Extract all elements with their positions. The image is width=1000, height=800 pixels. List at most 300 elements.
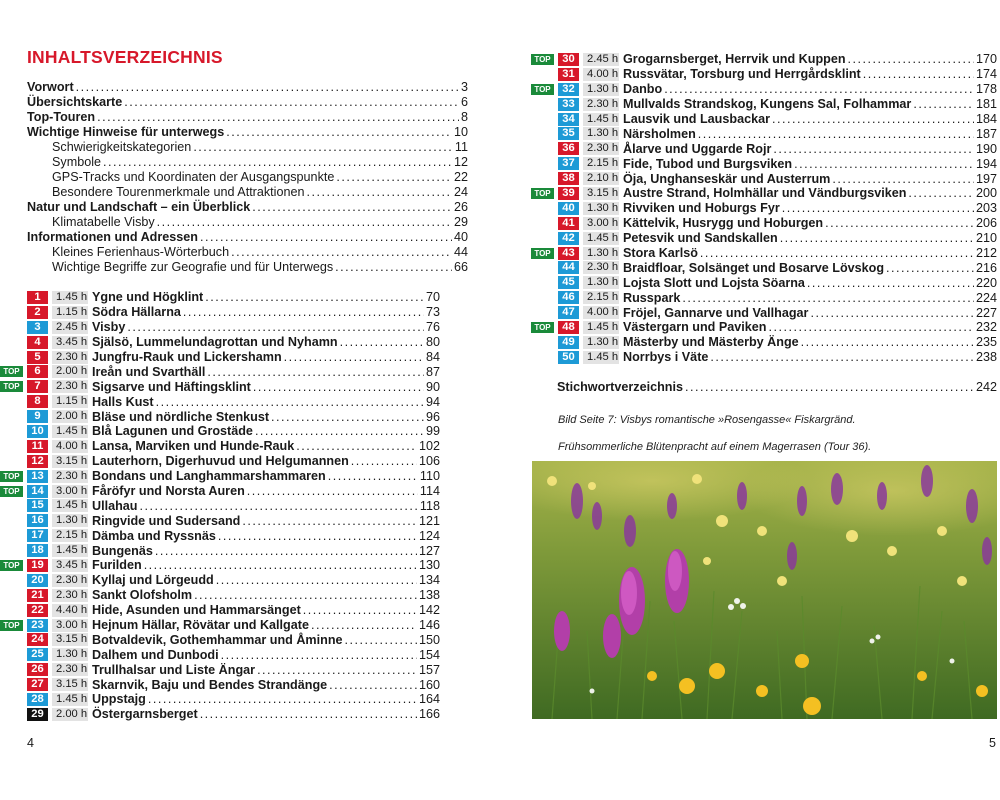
leader-dots	[772, 112, 974, 126]
top-badge-placeholder	[0, 322, 23, 333]
tour-duration: 1.30 h	[52, 648, 88, 661]
leader-dots	[140, 499, 418, 513]
tour-entry[interactable]	[531, 52, 997, 67]
tour-page: 94	[425, 394, 440, 409]
tour-name: Öja, Unghanseskär und Austerrum	[623, 171, 831, 186]
toc-entry-page: 11	[454, 140, 468, 154]
top-badge-placeholder	[0, 456, 23, 467]
leader-dots	[157, 215, 452, 230]
tour-page: 220	[975, 275, 997, 290]
toc-entry[interactable]	[27, 155, 468, 170]
tour-page: 235	[975, 335, 997, 350]
tour-name: Petesvik und Sandskallen	[623, 231, 778, 246]
leader-dots	[336, 170, 452, 185]
tour-number-badge: 9	[27, 410, 48, 423]
tour-entry[interactable]	[0, 379, 440, 394]
top-tour-badge: TOP	[531, 54, 554, 65]
tour-duration: 1.45 h	[52, 291, 88, 304]
toc-entry-page: 8	[460, 110, 468, 124]
tour-name: Norrbys i Väte	[623, 350, 709, 365]
leader-dots	[207, 365, 424, 379]
tour-number-badge: 31	[558, 68, 579, 81]
toc-entry-page: 6	[460, 95, 468, 109]
tour-number-badge: 8	[27, 395, 48, 408]
toc-entry[interactable]	[27, 230, 468, 245]
tour-name: Fröjel, Gannarve und Vallhagar	[623, 305, 809, 320]
tour-entry[interactable]	[0, 677, 440, 692]
tour-page: 194	[975, 156, 997, 171]
top-badge-placeholder	[531, 69, 554, 80]
tour-page: 110	[419, 469, 440, 484]
tour-page: 96	[425, 409, 440, 424]
toc-entry-page: 24	[453, 185, 468, 199]
meadow-photo-illustration	[532, 461, 997, 719]
toc-entry-label: Informationen und Adressen	[27, 230, 198, 244]
tour-page: 154	[418, 647, 440, 662]
tour-number-badge: 38	[558, 172, 579, 185]
tour-entry[interactable]	[531, 275, 997, 290]
tour-name: Själsö, Lummelundagrottan und Nyhamn	[92, 335, 338, 350]
toc-entry-page: 3	[460, 80, 468, 94]
index-entry-page: 242	[975, 380, 997, 394]
leader-dots	[200, 230, 452, 245]
top-tour-badge: TOP	[531, 188, 554, 199]
tour-entry[interactable]	[531, 231, 997, 246]
tour-number-badge: 20	[27, 574, 48, 587]
toc-entry[interactable]	[27, 110, 468, 125]
tour-entry[interactable]	[531, 141, 997, 156]
tour-duration: 2.30 h	[52, 380, 88, 393]
photo-caption-page7: Bild Seite 7: Visbys romantische »Rosengasse« Fiskargränd.	[558, 414, 856, 426]
photo-caption-meadow: Frühsommerliche Blütenpracht auf einem Magerrasen (Tour 36).	[558, 441, 872, 453]
tour-entry[interactable]	[0, 484, 440, 499]
leader-dots	[76, 80, 459, 95]
top-badge-placeholder	[0, 590, 23, 601]
tour-entry[interactable]	[0, 632, 440, 647]
tour-name: Uppstajg	[92, 692, 146, 707]
leader-dots	[124, 95, 459, 110]
tour-duration: 2.15 h	[583, 291, 619, 304]
tour-name: Botvaldevik, Gothemhammar und Åminne	[92, 632, 343, 647]
leader-dots	[832, 172, 974, 186]
tour-duration: 3.15 h	[52, 455, 88, 468]
tour-number-badge: 25	[27, 648, 48, 661]
tour-number-badge: 41	[558, 217, 579, 230]
page-number-left: 4	[27, 736, 34, 750]
tour-entry[interactable]	[531, 67, 997, 82]
tour-duration: 1.30 h	[583, 336, 619, 349]
top-tour-badge: TOP	[0, 471, 23, 482]
tour-duration: 2.30 h	[583, 142, 619, 155]
tour-name: Mästerby und Mästerby Änge	[623, 335, 799, 350]
tour-entry[interactable]	[0, 513, 440, 528]
top-badge-placeholder	[531, 262, 554, 273]
tour-entry[interactable]	[0, 498, 440, 513]
tour-entry[interactable]	[531, 82, 997, 97]
leader-dots	[773, 142, 974, 156]
leader-dots	[825, 216, 974, 230]
toc-entry-label: Besondere Tourenmerkmale und Attraktionen	[52, 185, 305, 199]
tour-number-badge: 44	[558, 261, 579, 274]
tour-duration: 3.15 h	[52, 633, 88, 646]
tour-entry[interactable]	[0, 692, 440, 707]
tour-duration: 2.10 h	[583, 172, 619, 185]
tour-duration: 3.00 h	[52, 485, 88, 498]
toc-entry[interactable]	[27, 260, 468, 275]
tour-page: 150	[418, 632, 440, 647]
tour-entry[interactable]	[0, 707, 440, 722]
tour-number-badge: 34	[558, 113, 579, 126]
tour-name: Rivviken und Hoburgs Fyr	[623, 201, 780, 216]
leader-dots	[303, 603, 417, 617]
tour-name: Visby	[92, 320, 126, 335]
leader-dots	[127, 320, 424, 334]
tour-duration: 2.30 h	[583, 98, 619, 111]
leader-dots	[782, 201, 974, 215]
top-tour-badge: TOP	[531, 84, 554, 95]
tour-page: 178	[975, 82, 997, 97]
toc-entry[interactable]	[27, 140, 468, 155]
tour-number-badge: 7	[27, 380, 48, 393]
tour-name: Mullvalds Strandskog, Kungens Sal, Folhammar	[623, 97, 912, 112]
tour-page: 227	[975, 305, 997, 320]
toc-entry[interactable]	[27, 170, 468, 185]
tour-name: Ålarve und Uggarde Rojr	[623, 141, 772, 156]
leader-dots	[307, 185, 452, 200]
tour-number-badge: 3	[27, 321, 48, 334]
tour-duration: 1.30 h	[52, 514, 88, 527]
tour-name: Västergarn und Paviken	[623, 320, 767, 335]
tour-duration: 2.00 h	[52, 365, 88, 378]
tour-duration: 2.45 h	[52, 321, 88, 334]
leader-dots	[193, 140, 453, 155]
tour-name: Bläse und nördliche Stenkust	[92, 409, 270, 424]
tour-page: 146	[418, 618, 440, 633]
tour-name: Lansa, Marviken und Hunde-Rauk	[92, 439, 295, 454]
leader-dots	[700, 246, 974, 260]
leader-dots	[311, 618, 417, 632]
toc-entry-label: Übersichtskarte	[27, 95, 123, 109]
tour-duration: 3.15 h	[583, 187, 619, 200]
index-entry[interactable]	[557, 380, 997, 395]
tour-entry[interactable]	[0, 588, 440, 603]
tour-entry[interactable]	[0, 350, 440, 365]
tour-number-badge: 47	[558, 306, 579, 319]
toc-entry-page: 22	[453, 170, 468, 184]
tour-entry[interactable]	[0, 439, 440, 454]
tour-page: 73	[425, 305, 440, 320]
leader-dots	[345, 633, 417, 647]
tour-duration: 2.30 h	[52, 574, 88, 587]
tour-name: Stora Karlsö	[623, 246, 698, 261]
tour-number-badge: 30	[558, 53, 579, 66]
top-badge-placeholder	[0, 352, 23, 363]
leader-dots	[807, 276, 974, 290]
tour-number-badge: 10	[27, 425, 48, 438]
top-badge-placeholder	[0, 575, 23, 586]
tour-entry[interactable]	[531, 350, 997, 365]
tour-entry[interactable]	[531, 186, 997, 201]
tour-duration: 1.45 h	[52, 693, 88, 706]
leader-dots	[710, 350, 974, 364]
tour-duration: 3.00 h	[52, 619, 88, 632]
tour-entry[interactable]	[0, 528, 440, 543]
tour-page: 203	[975, 201, 997, 216]
top-badge-placeholder	[0, 337, 23, 348]
tour-duration: 1.30 h	[583, 202, 619, 215]
tour-number-badge: 21	[27, 589, 48, 602]
top-badge-placeholder	[0, 426, 23, 437]
tour-number-badge: 16	[27, 514, 48, 527]
tour-duration: 1.15 h	[52, 306, 88, 319]
tour-name: Kyllaj und Lörgeudd	[92, 573, 214, 588]
tour-number-badge: 32	[558, 83, 579, 96]
tour-number-badge: 36	[558, 142, 579, 155]
top-badge-placeholder	[0, 694, 23, 705]
tour-page: 184	[975, 112, 997, 126]
tour-number-badge: 18	[27, 544, 48, 557]
top-badge-placeholder	[0, 396, 23, 407]
toc-entry-page: 29	[453, 215, 468, 229]
tour-number-badge: 11	[27, 440, 48, 453]
tour-number-badge: 1	[27, 291, 48, 304]
tour-number-badge: 35	[558, 127, 579, 140]
leader-dots	[698, 127, 974, 141]
tour-page: 190	[975, 141, 997, 156]
toc-entry-page: 10	[453, 125, 468, 139]
meadow-flowers-photo	[532, 461, 997, 719]
tour-name: Russvätar, Torsburg und Herrgårdsklint	[623, 67, 861, 82]
toc-entry-label: Wichtige Hinweise für unterwegs	[27, 125, 225, 139]
tour-duration: 1.45 h	[52, 425, 88, 438]
tour-list-right	[531, 52, 997, 365]
tour-entry[interactable]	[0, 424, 440, 439]
tour-name: Braidfloar, Solsänget und Bosarve Lövskog	[623, 260, 885, 275]
tour-page: 232	[975, 320, 997, 335]
tour-entry[interactable]	[0, 469, 440, 484]
tour-entry[interactable]	[0, 647, 440, 662]
toc-entry[interactable]	[27, 185, 468, 200]
leader-dots	[863, 67, 974, 81]
tour-page: 130	[418, 558, 440, 573]
tour-page: 84	[425, 350, 440, 364]
leader-dots	[103, 155, 452, 170]
leader-dots	[252, 200, 452, 215]
top-badge-placeholder	[531, 277, 554, 288]
tour-number-badge: 29	[27, 708, 48, 721]
tour-number-badge: 14	[27, 485, 48, 498]
leader-dots	[218, 529, 417, 543]
leader-dots	[664, 82, 974, 96]
leader-dots	[144, 558, 417, 572]
tour-entry[interactable]	[531, 290, 997, 305]
tour-number-badge: 42	[558, 232, 579, 245]
top-badge-placeholder	[0, 441, 23, 452]
tour-number-badge: 46	[558, 291, 579, 304]
tour-duration: 3.45 h	[52, 336, 88, 349]
toc-entry-page: 40	[453, 230, 468, 244]
tour-number-badge: 24	[27, 633, 48, 646]
leader-dots	[810, 306, 974, 320]
tour-page: 164	[418, 692, 440, 707]
tour-duration: 2.00 h	[52, 708, 88, 721]
tour-entry[interactable]	[0, 394, 440, 409]
leader-dots	[685, 380, 974, 394]
tour-entry[interactable]	[0, 618, 440, 633]
leader-dots	[242, 514, 417, 528]
tour-entry[interactable]	[531, 97, 997, 112]
index-entry-label: Stichwortverzeichnis	[557, 380, 683, 394]
tour-number-badge: 50	[558, 351, 579, 364]
toc-entry-label: Top-Touren	[27, 110, 96, 124]
tour-name: Lausvik und Lausbackar	[623, 112, 770, 126]
leader-dots	[97, 110, 459, 125]
tour-entry[interactable]	[0, 320, 440, 335]
leader-dots	[205, 290, 424, 304]
tour-duration: 3.00 h	[583, 217, 619, 230]
tour-entry[interactable]	[531, 260, 997, 275]
tour-entry[interactable]	[531, 216, 997, 231]
tour-name: Närsholmen	[623, 126, 696, 141]
leader-dots	[200, 707, 417, 721]
leader-dots	[682, 291, 974, 305]
leader-dots	[801, 335, 974, 349]
tour-entry[interactable]	[0, 305, 440, 320]
top-badge-placeholder	[531, 337, 554, 348]
tour-page: 127	[418, 543, 440, 558]
top-badge-placeholder	[0, 530, 23, 541]
top-badge-placeholder	[531, 143, 554, 154]
tour-page: 70	[425, 290, 440, 305]
tour-page: 224	[975, 290, 997, 305]
leader-dots	[908, 186, 974, 200]
tour-number-badge: 19	[27, 559, 48, 572]
tour-page: 102	[418, 439, 440, 454]
tour-entry[interactable]	[0, 364, 440, 379]
tour-name: Bungenäs	[92, 543, 153, 558]
top-badge-placeholder	[531, 99, 554, 110]
leader-dots	[216, 573, 417, 587]
tour-number-badge: 37	[558, 157, 579, 170]
tour-page: 206	[975, 216, 997, 231]
tour-page: 118	[419, 498, 440, 513]
leader-dots	[335, 260, 452, 275]
tour-entry[interactable]	[0, 335, 440, 350]
tour-page: 80	[425, 335, 440, 350]
tour-number-badge: 2	[27, 306, 48, 319]
tour-duration: 1.45 h	[583, 351, 619, 364]
tour-page: 99	[425, 424, 440, 439]
top-tour-badge: TOP	[531, 248, 554, 259]
toc-entry[interactable]	[27, 95, 468, 110]
tour-duration: 1.45 h	[52, 544, 88, 557]
tour-entry[interactable]	[531, 201, 997, 216]
tour-duration: 2.15 h	[583, 157, 619, 170]
tour-entry[interactable]	[0, 454, 440, 469]
leader-dots	[768, 320, 974, 334]
tour-entry[interactable]	[531, 305, 997, 320]
tour-name: Lojsta Slott und Lojsta Söarna	[623, 275, 805, 290]
tour-entry[interactable]	[0, 558, 440, 573]
page-title: INHALTSVERZEICHNIS	[27, 47, 223, 67]
tour-page: 166	[418, 707, 440, 722]
toc-entry[interactable]	[27, 200, 468, 215]
tour-entry[interactable]	[0, 662, 440, 677]
tour-entry[interactable]	[531, 320, 997, 335]
tour-entry[interactable]	[531, 126, 997, 141]
tour-page: 106	[418, 454, 440, 469]
tour-page: 160	[418, 677, 440, 692]
toc-entry-label: Natur und Landschaft – ein Überblick	[27, 200, 251, 214]
tour-name: Jungfru-Rauk und Lickershamn	[92, 350, 282, 364]
tour-duration: 2.45 h	[583, 53, 619, 66]
leader-dots	[886, 261, 974, 275]
tour-entry[interactable]	[531, 171, 997, 186]
tour-name: Danbo	[623, 82, 663, 97]
tour-number-badge: 4	[27, 336, 48, 349]
tour-entry[interactable]	[531, 112, 997, 127]
tour-duration: 1.30 h	[583, 276, 619, 289]
top-badge-placeholder	[0, 605, 23, 616]
top-badge-placeholder	[0, 292, 23, 303]
tour-entry[interactable]	[0, 409, 440, 424]
toc-entry[interactable]	[27, 80, 468, 95]
top-badge-placeholder	[0, 664, 23, 675]
toc-entry[interactable]	[27, 245, 468, 260]
tour-duration: 4.00 h	[52, 440, 88, 453]
tour-entry[interactable]	[0, 573, 440, 588]
toc-entry[interactable]	[27, 215, 468, 230]
tour-entry[interactable]	[0, 290, 440, 305]
tour-duration: 1.45 h	[583, 232, 619, 245]
leader-dots	[253, 380, 424, 394]
toc-entry-label: Vorwort	[27, 80, 74, 94]
tour-name: Halls Kust	[92, 394, 154, 409]
tour-page: 238	[975, 350, 997, 365]
top-badge-placeholder	[0, 411, 23, 422]
tour-duration: 2.30 h	[52, 351, 88, 364]
tour-page: 197	[975, 171, 997, 186]
top-badge-placeholder	[0, 679, 23, 690]
tour-list-left	[0, 290, 440, 722]
tour-entry[interactable]	[0, 603, 440, 618]
top-tour-badge: TOP	[0, 381, 23, 392]
top-badge-placeholder	[0, 515, 23, 526]
tour-duration: 1.15 h	[52, 395, 88, 408]
leader-dots	[231, 245, 452, 260]
tour-entry[interactable]	[531, 335, 997, 350]
toc-entry-page: 12	[453, 155, 468, 169]
tour-entry[interactable]	[531, 156, 997, 171]
tour-duration: 4.40 h	[52, 604, 88, 617]
tour-name: Kättelvik, Husrygg und Hoburgen	[623, 216, 824, 231]
tour-entry[interactable]	[0, 543, 440, 558]
tour-duration: 1.45 h	[583, 321, 619, 334]
tour-page: 121	[418, 513, 440, 528]
tour-entry[interactable]	[531, 246, 997, 261]
leader-dots	[913, 97, 974, 111]
toc-entry[interactable]	[27, 125, 468, 140]
leader-dots	[284, 350, 424, 364]
tour-name: Skarnvik, Baju und Bendes Strandänge	[92, 677, 328, 692]
tour-number-badge: 17	[27, 529, 48, 542]
tour-number-badge: 15	[27, 499, 48, 512]
toc-entry-page: 44	[453, 245, 468, 259]
tour-number-badge: 45	[558, 276, 579, 289]
tour-name: Trullhalsar und Liste Ängar	[92, 662, 256, 677]
tour-number-badge: 33	[558, 98, 579, 111]
top-badge-placeholder	[0, 709, 23, 720]
